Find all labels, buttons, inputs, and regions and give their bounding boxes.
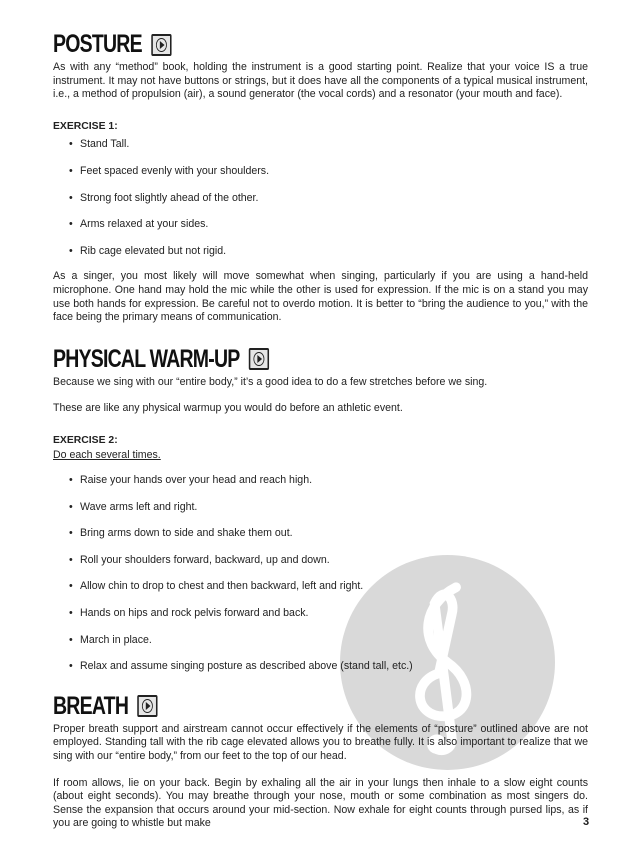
list-item: • Allow chin to drop to chest and then backward, left and right. <box>53 580 588 594</box>
list-item: • Arms relaxed at your sides. <box>53 218 588 232</box>
warmup-intro: Because we sing with our “entire body,” it’s a good idea to do a few stretches before we sing. <box>53 375 488 388</box>
exercise-1-list <box>53 138 588 258</box>
list-item: • Bring arms down to side and shake them out. <box>53 527 588 541</box>
list-item: • Wave arms left and right. <box>53 501 588 515</box>
list-item: • Strong foot slightly ahead of the other. <box>53 192 588 206</box>
page-content <box>53 30 588 831</box>
list-item: • March in place. <box>53 634 588 648</box>
list-item: • Rib cage elevated but not rigid. <box>53 245 588 259</box>
list-item: • Hands on hips and rock pelvis forward and back. <box>53 607 588 621</box>
play-icon[interactable] <box>249 348 269 370</box>
section-title-posture: POSTURE <box>53 30 470 59</box>
list-item: • Feet spaced evenly with your shoulders. <box>53 165 588 179</box>
list-item: • Raise your hands over your head and reach high. <box>53 474 588 488</box>
breath-paragraph-1: Proper breath support and airstream cannot occur effectively if the elements of “posture” outlined above are not employed. Standing tall with the rib cage elevated allows you to breathe fully. It is also important to realize that we sing with our “entire body,” from our feet to the top of our head. <box>53 722 588 763</box>
section-title-warmup: PHYSICAL WARM-UP <box>53 345 470 374</box>
posture-intro: As with any “method” book, holding the instrument is a good starting point. Realize that your voice IS a true instrument. It may not have buttons or strings, but it does have all the components of a typical musical instrument, i.e., a method of propulsion (air), a sound generator (the vocal cords) and a resonator (your mouth and face). <box>53 61 588 101</box>
exercise-title: EXERCISE 2: <box>53 434 118 446</box>
exercise-2-list <box>53 474 588 674</box>
page-number: 3 <box>583 816 590 828</box>
list-item: • Roll your shoulders forward, backward, up and down. <box>53 554 588 568</box>
breath-paragraph-2: If room allows, lie on your back. Begin by exhaling all the air in your lungs then inhale to a slow eight counts (about eight seconds). You may breathe through your nose, mouth or some combination as most singers do. Sense the expansion that occurs around your mid-section. Now exhale for eight counts through pursed lips, as if you are going to whistle but make <box>53 776 588 830</box>
exercise-title: EXERCISE 1: <box>53 120 118 132</box>
play-icon[interactable] <box>137 695 157 717</box>
section-title-breath: BREATH <box>53 692 470 721</box>
warmup-intro-2: These are like any physical warmup you would do before an athletic event. <box>53 402 403 415</box>
exercise-instruction: Do each several times. <box>53 448 161 461</box>
play-icon[interactable] <box>151 34 171 56</box>
posture-outro: As a singer, you most likely will move somewhat when singing, particularly if you are using a hand-held microphone. One hand may hold the mic while the other is used for expression. If the mic is on a stand you may use both hands for expression. Be careful not to overdo motion. It is better to “bring the audience to you,” with the face being the primary means of communication. <box>53 270 588 324</box>
list-item: • Relax and assume singing posture as described above (stand tall, etc.) <box>53 660 588 674</box>
list-item: • Stand Tall. <box>53 138 588 152</box>
